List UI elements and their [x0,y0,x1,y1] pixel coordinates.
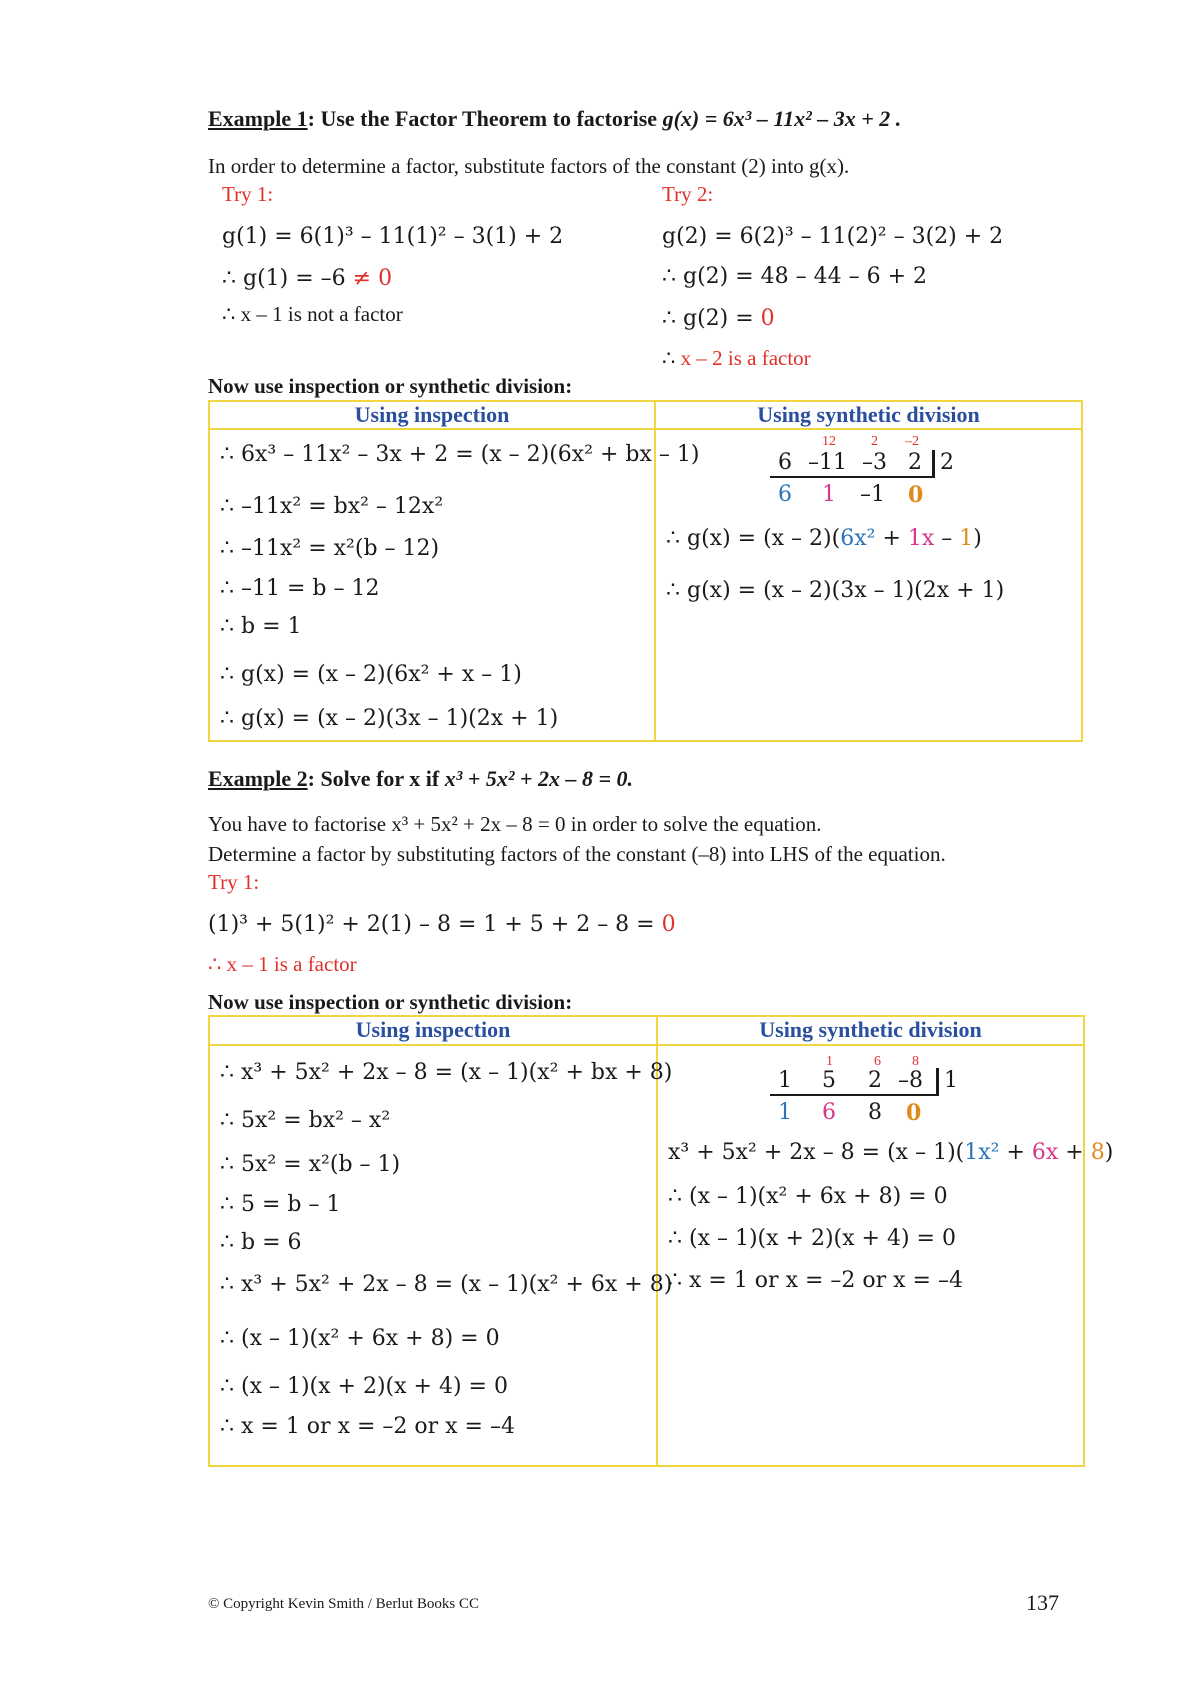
syn-result: 6 [822,1100,836,1125]
inspection-line: ∴ b = 1 [220,614,302,639]
example1-heading: Example 1: Use the Factor Theorem to factorise g(x) = 6x³ – 11x² – 3x + 2 . [208,106,902,131]
syn-coeff: 6 [778,450,792,475]
syn-factor-line: x³ + 5x² + 2x – 8 = (x – 1)(1x² + 6x + 8) [668,1140,1114,1165]
syn-coeff: 2 [908,450,922,475]
example2-label: Example 2 [208,766,308,791]
syn-factor-line: ∴ g(x) = (x – 2)(3x – 1)(2x + 1) [666,578,1005,603]
example2-try1-label: Try 1: [208,870,260,894]
try1-label: Try 1: [222,182,274,206]
syn-coeff: –8 [898,1068,923,1093]
example2-intro: You have to factorise x³ + 5x² + 2x – 8 = 0 in order to solve the equation. [208,812,822,836]
inspection-line: ∴ –11x² = bx² – 12x² [220,494,444,519]
example1-label: Example 1 [208,106,308,131]
col-using-synthetic: Using synthetic division [759,1017,982,1042]
inspection-line: ∴ g(x) = (x – 2)(6x² + x – 1) [220,662,522,687]
col-using-inspection: Using inspection [355,1017,511,1042]
syn-carry: –2 [905,434,919,449]
copyright: © Copyright Kevin Smith / Berlut Books CC [208,1596,479,1612]
syn-result: –1 [860,482,885,507]
try1-line: g(1) = 6(1)³ – 11(1)² – 3(1) + 2 [222,224,564,249]
syn-underline [770,1094,938,1096]
inspection-line: ∴ x = 1 or x = –2 or x = –4 [220,1414,515,1439]
syn-coeff: –11 [808,450,847,475]
inspection-line: ∴ 5x² = bx² – x² [220,1108,391,1133]
example2-try1-line: (1)³ + 5(1)² + 2(1) – 8 = 1 + 5 + 2 – 8 = 0 [208,912,676,937]
try2-factor: ∴ x – 2 is a factor [662,346,811,370]
page-number: 137 [1026,1590,1059,1615]
example2-heading: Example 2: Solve for x if x³ + 5x² + 2x – 8 = 0. [208,766,634,791]
syn-result: 1 [778,1100,792,1125]
syn-divider [936,1068,939,1096]
syn-coeff: 2 [868,1068,882,1093]
example2-try1-factor: ∴ x – 1 is a factor [208,952,357,976]
syn-result: 0 [908,482,924,508]
syn-solution-line: ∴ (x – 1)(x² + 6x + 8) = 0 [668,1184,948,1209]
example1-table-header-line [208,428,1083,430]
syn-divider [932,450,935,478]
syn-result: 6 [778,482,792,507]
syn-solution-line: ∴ (x – 1)(x + 2)(x + 4) = 0 [668,1226,956,1251]
syn-result: 0 [906,1100,922,1126]
syn-root: 1 [944,1068,958,1093]
syn-result: 1 [822,482,836,507]
example1-intro: In order to determine a factor, substitute factors of the constant (2) into g(x). [208,154,850,178]
inspection-line: ∴ b = 6 [220,1230,302,1255]
inspection-line: ∴ x³ + 5x² + 2x – 8 = (x – 1)(x² + 6x + 8) [220,1272,673,1297]
example2-table-header-line [208,1044,1085,1046]
example2-now-use: Now use inspection or synthetic division: [208,990,573,1014]
try1-line: ∴ g(1) = –6 ≠ 0 [222,266,393,291]
try2-line: ∴ g(2) = 0 [662,306,775,331]
syn-underline [770,476,932,478]
inspection-line: ∴ –11 = b – 12 [220,576,380,601]
syn-carry: 1 [826,1054,833,1069]
syn-coeff: 5 [822,1068,836,1093]
example2-intro: Determine a factor by substituting factors of the constant (–8) into LHS of the equation. [208,842,946,866]
syn-carry: 12 [822,434,836,449]
syn-solution-line: ∴ x = 1 or x = –2 or x = –4 [668,1268,963,1293]
inspection-line: ∴ 6x³ – 11x² – 3x + 2 = (x – 2)(6x² + bx – 1) [220,442,700,467]
syn-carry: 6 [874,1054,881,1069]
syn-root: 2 [940,450,954,475]
try2-line: g(2) = 6(2)³ – 11(2)² – 3(2) + 2 [662,224,1004,249]
try1-line: ∴ x – 1 is not a factor [222,302,403,326]
inspection-line: ∴ x³ + 5x² + 2x – 8 = (x – 1)(x² + bx + 8) [220,1060,673,1085]
example1-now-use: Now use inspection or synthetic division: [208,374,573,398]
inspection-line: ∴ g(x) = (x – 2)(3x – 1)(2x + 1) [220,706,559,731]
syn-result: 8 [868,1100,882,1125]
syn-coeff: –3 [862,450,887,475]
inspection-line: ∴ (x – 1)(x + 2)(x + 4) = 0 [220,1374,508,1399]
col-using-synthetic: Using synthetic division [757,402,980,427]
try2-line: ∴ g(2) = 48 – 44 – 6 + 2 [662,264,928,289]
try2-label: Try 2: [662,182,714,206]
inspection-line: ∴ 5 = b – 1 [220,1192,341,1217]
syn-carry: 8 [912,1054,919,1069]
inspection-line: ∴ –11x² = x²(b – 12) [220,536,440,561]
syn-factor-line: ∴ g(x) = (x – 2)(6x² + 1x – 1) [666,526,982,551]
inspection-line: ∴ (x – 1)(x² + 6x + 8) = 0 [220,1326,500,1351]
syn-coeff: 1 [778,1068,792,1093]
col-using-inspection: Using inspection [354,402,510,427]
inspection-line: ∴ 5x² = x²(b – 1) [220,1152,401,1177]
syn-carry: 2 [871,434,878,449]
